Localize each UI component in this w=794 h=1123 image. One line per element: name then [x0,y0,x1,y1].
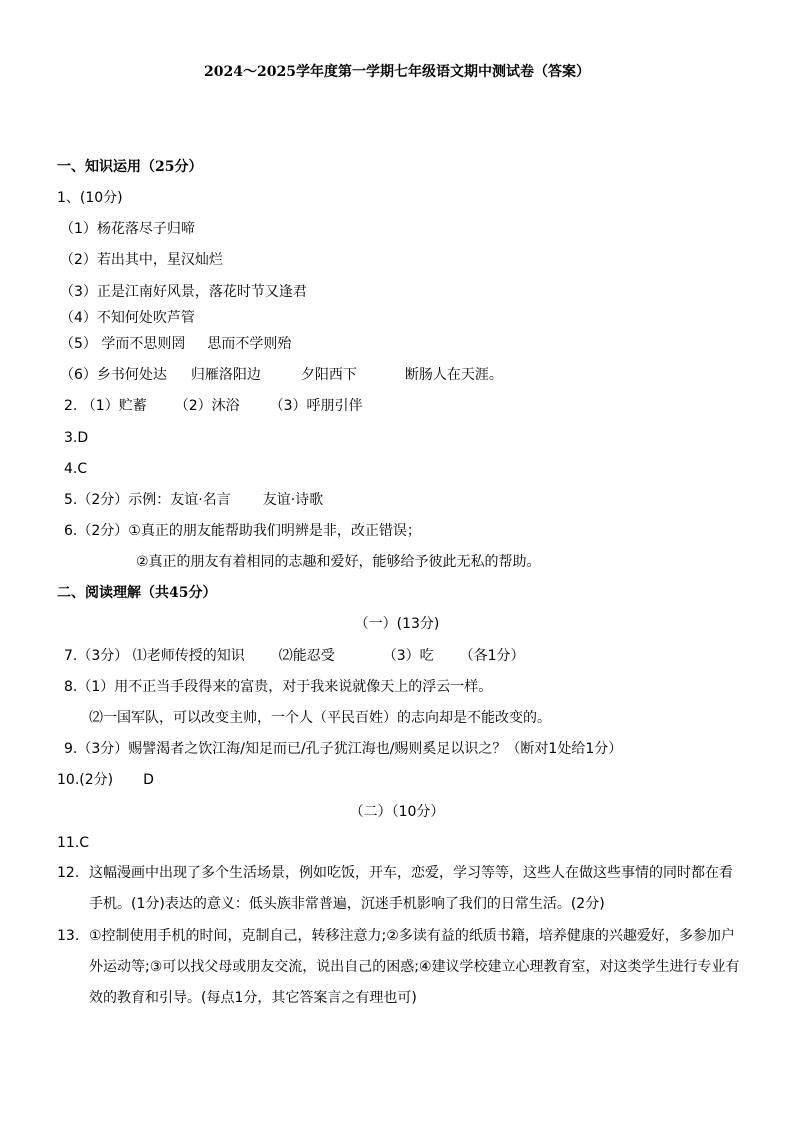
q5-b: 友谊·诗歌 [262,492,324,508]
q1-item-6-c: 夕阳西下 [300,367,357,383]
q1-heading: 1、(10分) [57,190,123,206]
q1-item-1: （1）杨花落尽子归啼 [60,221,195,237]
q10-a: 10.(2分) [57,772,114,788]
q9-answer: 9.（3分）赐譬渴者之饮江海/知足而已/孔子犹江海也/赐则奚足以识之？（断对1处给1分） [64,741,623,757]
q11-answer: 11.C [57,835,90,851]
part-1-heading: （一）(13分) [354,616,440,632]
q1-item-6-b: 归雁洛阳边 [190,367,261,383]
page-title: 2024～2025学年度第一学期七年级语文期中测试卷（答案） [204,64,590,80]
q2-b: （2）沐浴 [174,398,240,414]
q8-a: 8.（1）用不正当手段得来的富贵，对于我来说就像天上的浮云一样。 [64,679,493,695]
q1-item-6-line [60,365,503,385]
q2-c: （3）呼朋引伴 [269,398,363,414]
q6-b: ②真正的朋友有着相同的志趣和爱好，能够给予彼此无私的帮助。 [136,554,541,570]
q13-number: 13. [57,928,80,944]
q7-line [64,646,525,666]
q12-answer: 这幅漫画中出现了多个生活场景，例如吃饭，开车，恋爱，学习等等，这些人在做这些事情的同时都在看手机。(1分)表达的意义：低头族非常普遍，沉迷手机影响了我们的日常生活。(2分) [89,865,733,912]
q1-item-3: （3）正是江南好风景，落花时节又逢君 [60,284,307,300]
q3-answer: 3.D [64,430,89,446]
q10-line [57,770,154,790]
q7-b: ⑵能忍受 [278,648,335,664]
q6-a: 6.（2分）①真正的朋友能帮助我们明辨是非，改正错误； [64,523,421,539]
q5-a: 5.（2分）示例：友谊·名言 [64,492,231,508]
q1-item-5-a: （5） 学而不思则罔 [60,336,186,352]
section-2-heading: 二、阅读理解（共45分） [57,585,217,601]
q10-b: D [143,772,154,788]
q7-a: 7.（3分） ⑴老师传授的知识 [64,648,245,664]
q8-b: ⑵一国军队，可以改变主帅，一个人（平民百姓）的志向却是不能改变的。 [89,710,551,726]
q13-answer: ①控制使用手机的时间，克制自己，转移注意力;②多读有益的纸质书籍，培养健康的兴趣爱好，多参加户外运动等;③可以找父母或朋友交流，说出自己的困惑;④建议学校建立心理教育室，对这类学生进行专业有效的教育和引导。(每点1分，其它答案言之有理也可) [89,928,740,1006]
q7-d: （各1分） [459,648,525,664]
q1-item-5-line [60,334,291,354]
q4-answer: 4.C [64,461,88,477]
q1-item-6-a: （6）乡书何处达 [60,367,167,383]
q1-item-5-b: 思而不学则殆 [207,336,292,352]
part-2-heading: （二）（10分） [349,804,445,820]
q7-c: （3）吃 [382,648,434,664]
q12-number: 12. [57,865,80,881]
q2-line [64,396,363,416]
section-1-heading: 一、知识运用（25分） [57,159,203,175]
q1-item-6-d: 断肠人在天涯。 [404,367,503,383]
q1-item-4: （4）不知何处吹芦管 [60,310,195,326]
q1-item-2: （2）若出其中，星汉灿烂 [60,252,223,268]
q5-line [64,490,323,510]
q2-a: 2. （1）贮蓄 [64,398,147,414]
